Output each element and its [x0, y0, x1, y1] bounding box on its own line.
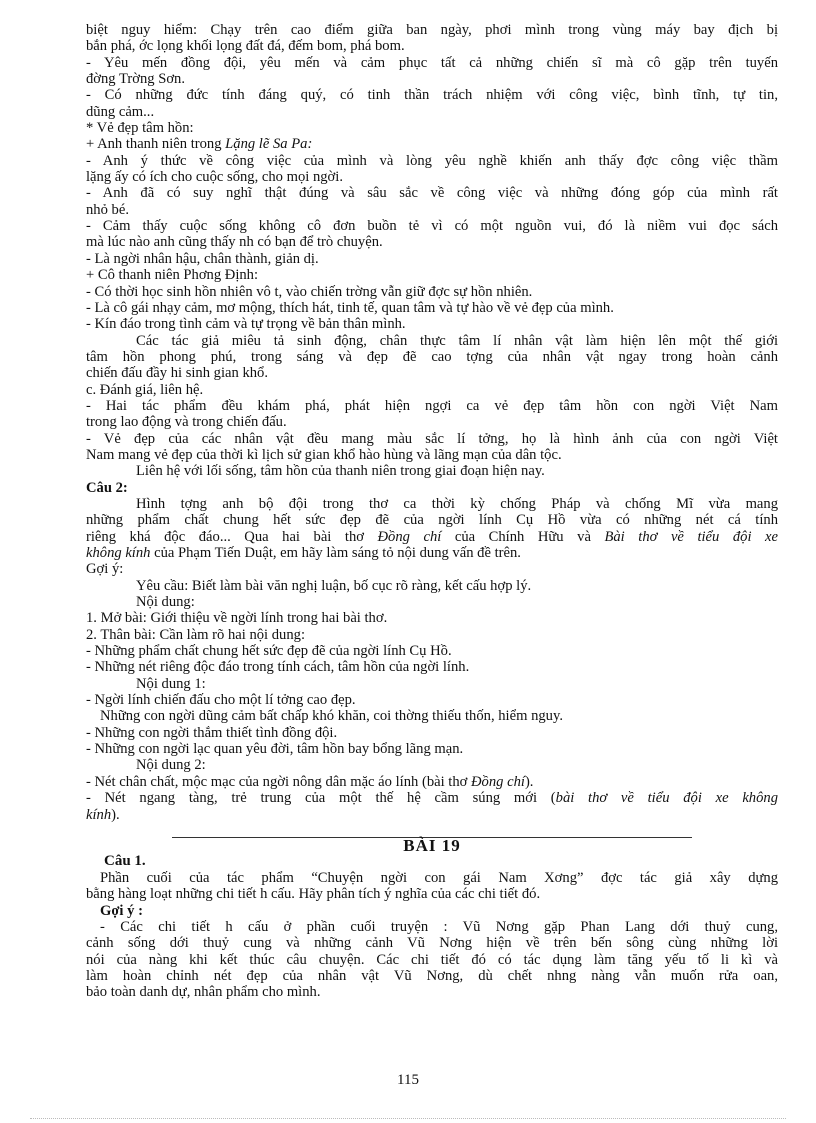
text-line [86, 349, 778, 365]
line-text: lặng ấy có ích cho cuộc sống, cho mọi ngời. [86, 169, 343, 186]
line-text: cảnh sống dới thuỷ cung và những cảnh Vũ Nơng hiện về trên bến sông cùng những lời [86, 935, 778, 952]
line-text: * Vẻ đẹp tâm hồn: [86, 120, 194, 137]
text-line [86, 757, 778, 773]
line-text: - Anh đã có suy nghĩ thật đúng và sâu sắc về công việc và những đóng góp của mình rất [86, 185, 778, 202]
line-text: - Có những đức tính đáng quý, có tinh thần trách nhiệm với công việc, bình tĩnh, tự tin, [86, 87, 778, 104]
line-text: nhỏ bé. [86, 201, 129, 218]
text-line [86, 545, 778, 561]
text-line [86, 38, 778, 54]
text-line [86, 935, 778, 951]
line-text: Câu 2: [86, 479, 128, 496]
text-line [86, 136, 778, 152]
question-1-label: Câu 1. [104, 852, 146, 869]
line-text: Liên hệ với lối sống, tâm hồn của thanh niên trong giai đoạn hiện nay. [136, 463, 545, 480]
italic-text: Lặng lẽ Sa Pa: [225, 136, 313, 153]
line-text: Nội dung 2: [136, 757, 206, 774]
line-text: dũng cảm... [86, 103, 155, 120]
italic-text: Đồng chí [377, 528, 442, 545]
line-text: Nội dung: [136, 594, 195, 611]
line-text: - Là cô gái nhạy cảm, mơ mộng, thích hát, tinh tế, quan tâm và tự hào về vẻ đẹp của mình. [86, 299, 614, 316]
text-line [86, 398, 778, 414]
text-line [86, 447, 778, 463]
line-text: Hình tợng anh bộ đội trong thơ ca thời kỳ chống Pháp và chống Mĩ vừa mang [136, 495, 778, 512]
italic-text: Bài thơ về tiểu đội xe [604, 528, 779, 545]
line-text: ). [524, 773, 534, 790]
text-line [86, 984, 778, 1000]
line-text: - Nét chân chất, mộc mạc của ngời nông dân mặc áo lính (bài thơ [86, 773, 472, 790]
text-line [86, 643, 778, 659]
text-line [86, 71, 778, 87]
line-text: 2. Thân bài: Cần làm rõ hai nội dung: [86, 626, 306, 643]
text-line [86, 234, 778, 250]
text-line [86, 87, 778, 103]
line-text: - Có thời học sinh hồn nhiên vô t, vào chiến trờng vẫn giữ đợc sự hồn nhiên. [86, 283, 533, 300]
text-line [86, 676, 778, 692]
text-line [86, 692, 778, 708]
italic-text: không kính [86, 545, 151, 561]
text-line [86, 55, 778, 71]
line-text: Phần cuối của tác phẩm “Chuyện ngời con gái Nam Xơng” đợc tác giả xây dựng [100, 869, 778, 886]
line-text: - Hai tác phẩm đều khám phá, phát hiện ngợi ca vẻ đẹp tâm hồn con ngời Việt Nam [86, 397, 778, 414]
line-text: biệt nguy hiểm: Chạy trên cao điểm giữa ban ngày, phơi mình trong vùng máy bay địch bị [86, 22, 778, 38]
text-line [86, 903, 778, 919]
text-line [86, 153, 778, 169]
line-text: - Cảm thấy cuộc sống không cô đơn buồn tẻ vì có một nguồn vui, đó là niềm vui đọc sách [86, 218, 778, 235]
line-text: Nội dung 1: [136, 675, 206, 692]
line-text: bắn phá, ớc lọng khối lọng đất đá, đếm bom, phá bom. [86, 38, 405, 55]
line-text: làm hoàn chỉnh nét đẹp của nhân vật Vũ Nơng, dù chết nhng nàng vẫn muốn rửa oan, [86, 967, 778, 984]
italic-text: kính [86, 806, 112, 823]
italic-text: Đồng chí [471, 773, 525, 790]
text-line [86, 952, 778, 968]
document-page [86, 22, 778, 1001]
text-line [86, 382, 778, 398]
line-text: Yêu cầu: Biết làm bài văn nghị luận, bố cục rõ ràng, kết cấu hợp lý. [136, 577, 532, 594]
text-line [86, 529, 778, 545]
line-text: những phẩm chất chung hết sức đẹp đẽ của ngời lính Cụ Hồ vừa có những nét cá tính [86, 512, 778, 529]
text-line [86, 968, 778, 984]
line-text: + Cô thanh niên Phơng Định: [86, 267, 259, 284]
text-line [86, 807, 778, 823]
text-block-1 [86, 22, 778, 823]
text-line [86, 251, 778, 267]
line-text: đờng Trờng Sơn. [86, 71, 185, 88]
italic-text: bài thơ về tiểu đội xe không [555, 790, 778, 807]
text-line [86, 496, 778, 512]
line-text: - Vẻ đẹp của các nhân vật đều mang màu sắc lí tởng, họ là hình ảnh của con ngời Việt [86, 430, 778, 447]
line-text: của Chính Hữu và [441, 528, 605, 545]
text-line [86, 790, 778, 806]
line-text: 1. Mở bài: Giới thiệu về ngời lính trong hai bài thơ. [86, 610, 388, 627]
lesson-title: BÀI 19 [403, 835, 461, 855]
text-line [86, 267, 778, 283]
line-text: của Phạm Tiến Duật, em hãy làm sáng tỏ nội dung vấn đề trên. [150, 545, 521, 561]
line-text: c. Đánh giá, liên hệ. [86, 381, 204, 398]
text-line [86, 659, 778, 675]
text-line [86, 284, 778, 300]
line-text: - Những nét riêng độc đáo trong tính cách, tâm hồn của ngời lính. [86, 659, 470, 676]
line-text: - Anh ý thức về công việc của mình và lòng yêu nghề khiến anh thấy đợc công việc thầm [86, 152, 778, 169]
line-text: Gợi ý: [86, 561, 124, 578]
text-line [86, 512, 778, 528]
text-line [86, 316, 778, 332]
line-text: Gợi ý : [100, 902, 143, 919]
line-text: mà lúc nào anh cũng thấy nh có bạn để trò chuyện. [86, 234, 383, 251]
line-text: nói của nàng khi kết thúc câu chuyện. Các chi tiết đó có tác dụng làm tăng yếu tố li kì và [86, 951, 778, 968]
text-line [86, 300, 778, 316]
text-line [86, 886, 778, 902]
line-text: - Kín đáo trong tình cảm và tự trọng về bản thân mình. [86, 316, 406, 333]
text-line [86, 104, 778, 120]
text-line [86, 725, 778, 741]
line-text: trong lao động và trong chiến đấu. [86, 414, 287, 431]
text-line [86, 169, 778, 185]
text-line [86, 561, 778, 577]
line-text: tâm hồn phong phú, trong sáng và đẹp đẽ cao tợng của nhân vật ngay trong hoàn cảnh [86, 348, 778, 365]
line-text: riêng khá độc đáo... Qua hai bài thơ [86, 528, 378, 545]
text-line [86, 185, 778, 201]
text-line [86, 594, 778, 610]
text-line [86, 365, 778, 381]
line-text: chiến đấu đầy hi sinh gian khổ. [86, 365, 268, 382]
line-text: bảo toàn danh dự, nhân phẩm cho mình. [86, 984, 321, 1001]
line-text: - Ngời lính chiến đấu cho một lí tởng cao đẹp. [86, 692, 356, 709]
line-text: + Anh thanh niên trong [86, 136, 226, 153]
text-line [86, 919, 778, 935]
line-text: ). [111, 806, 120, 823]
line-text: - Những phẩm chất chung hết sức đẹp đẽ của ngời lính Cụ Hồ. [86, 643, 452, 660]
text-line [86, 333, 778, 349]
line-text: - Những con ngời thắm thiết tình đồng đội. [86, 724, 338, 741]
text-line [86, 431, 778, 447]
page-bottom-rule [30, 1118, 786, 1119]
text-line [86, 22, 778, 38]
line-text: - Yêu mến đồng đội, yêu mến và cảm phục tất cả những chiến sĩ mà cô gặp trên tuyến [86, 54, 778, 71]
line-text: Các tác giả miêu tả sinh động, chân thực tâm lí nhân vật làm hiện lên một thế giới [136, 332, 778, 349]
text-line [86, 610, 778, 626]
line-text: Nam mang vẻ đẹp của thời kì lịch sử gian khổ hào hùng và lãng mạn của dân tộc. [86, 446, 562, 463]
text-line [86, 480, 778, 496]
line-text: - Những con ngời lạc quan yêu đời, tâm hồn bay bổng lãng mạn. [86, 741, 464, 758]
text-line [86, 741, 778, 757]
line-text: - Các chi tiết h cấu ở phần cuối truyện : Vũ Nơng gặp Phan Lang dới thuỷ cung, [100, 918, 778, 935]
text-line [86, 627, 778, 643]
line-text: Những con ngời dũng cảm bất chấp khó khăn, coi thờng thiếu thốn, hiểm nguy. [100, 708, 563, 725]
text-block-2 [86, 870, 778, 1001]
text-line [86, 218, 778, 234]
line-text: - Là ngời nhân hậu, chân thành, giản dị. [86, 250, 319, 267]
text-line [86, 774, 778, 790]
text-line [86, 708, 778, 724]
text-line [86, 870, 778, 886]
line-text: bằng hàng loạt những chi tiết h cấu. Hãy phân tích ý nghĩa của các chi tiết đó. [86, 886, 541, 903]
text-line [86, 414, 778, 430]
text-line [86, 463, 778, 479]
text-line [86, 120, 778, 136]
line-text: - Nét ngang tàng, trẻ trung của một thế hệ cầm súng mới ( [86, 790, 556, 807]
page-number: 115 [397, 1072, 419, 1088]
text-line [86, 202, 778, 218]
text-line [86, 578, 778, 594]
